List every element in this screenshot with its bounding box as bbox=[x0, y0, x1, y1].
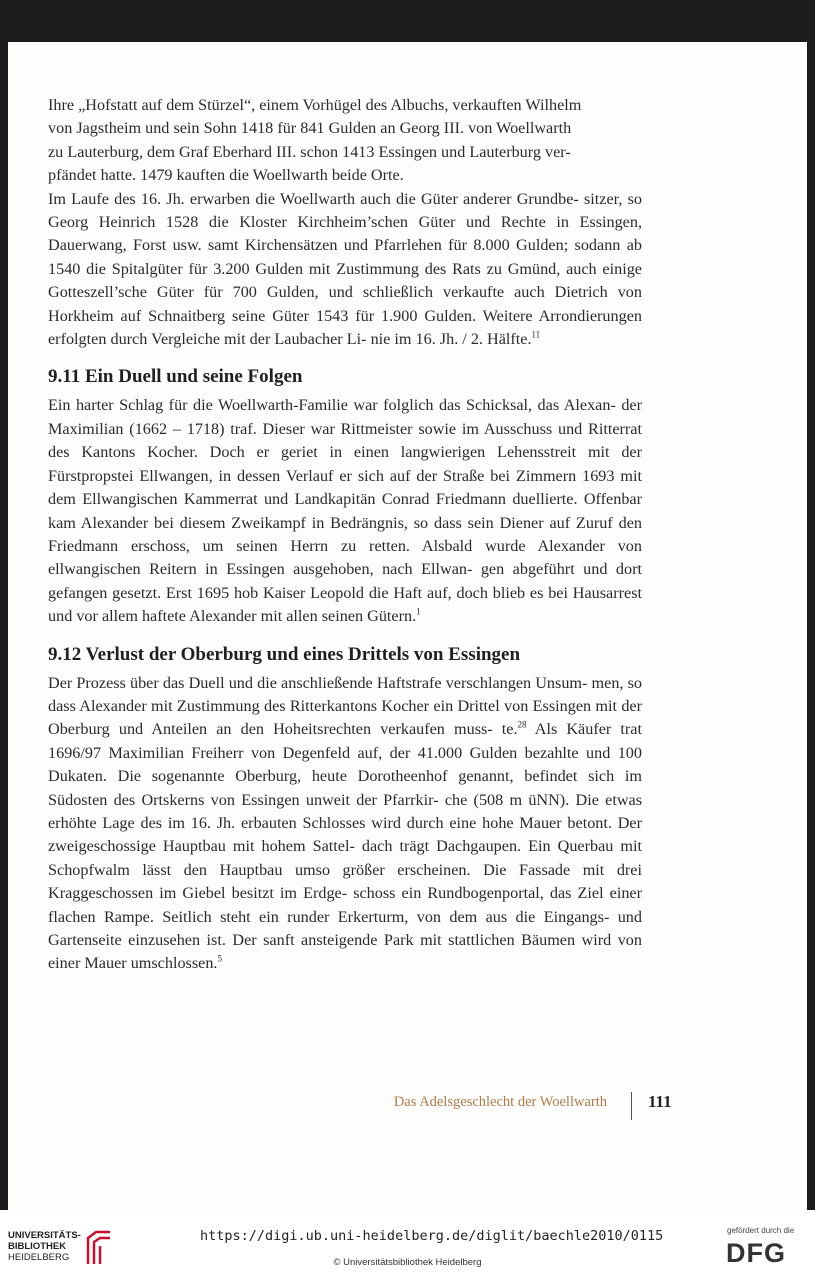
paragraph-4 bbox=[48, 672, 642, 976]
paragraph-2 bbox=[48, 188, 642, 352]
footnote-ref: 28 bbox=[517, 719, 527, 730]
permalink-url[interactable]: https://digi.ub.uni-heidelberg.de/diglit/baechle2010/0115 bbox=[200, 1228, 664, 1244]
page-body bbox=[48, 94, 642, 976]
paragraph-4-text-a: Der Prozess über das Duell und die anschließende Haftstrafe verschlangen Unsum- men, so dass Alexander mit Zustimmung des Ritterkantons Kocher ein Drittel von Essingen mit der Oberburg und Anteilen an den Hoheitsrechten verkaufen muss- te. bbox=[48, 673, 642, 739]
viewer-footer-bar bbox=[0, 1210, 815, 1279]
paragraph-1-line-4: pfändet hatte. 1479 kauften die Woellwarth beide Orte. bbox=[48, 166, 404, 185]
footnote-ref: 1 bbox=[416, 606, 421, 617]
paragraph-1-line-3: zu Lauterburg, dem Graf Eberhard III. schon 1413 Essingen und Lauterburg ver- bbox=[48, 142, 571, 161]
footer-divider bbox=[631, 1092, 632, 1120]
paragraph-3-text: Ein harter Schlag für die Woellwarth-Familie war folglich das Schicksal, das Alexan- der Maximilian (1662 – 1718) traf. Dieser war Rittmeister sowie im Ausschuss und Ritterrat des Kantons Kocher. Doch er geriet in einen langwierigen Lehensstreit mit der Fürstpropstei Ellwangen, in dessen Verlauf er sich auf der Straße bei Zimmern 1693 mit dem Ellwangischen Kammerrat und Landkapitän Conrad Friedmann duellierte. Offenbar kam Alexander bei diesem Zweikampf in Bedrängnis, so dass sein Diener auf Zuruf den Friedmann erschoss, um seinen Herrn zu retten. Alsbald wurde Alexander von ellwangischen Reitern in Essingen ausgehoben, nach Ellwan- gen abgeführt und dort gefangen gesetzt. Erst 1695 hob Kaiser Leopold die Haft auf, doch blieb es bei Hausarrest und vor allem haftete Alexander mit allen seinen Gütern. bbox=[48, 396, 642, 626]
document-page bbox=[8, 42, 807, 1210]
paragraph-1 bbox=[48, 94, 642, 188]
paragraph-1-line-1: Ihre „Hofstatt auf dem Stürzel“, einem Vorhügel des Albuchs, verkauften Wilhelm bbox=[48, 96, 582, 114]
library-name-line-1: UNIVERSITÄTS- bbox=[8, 1230, 81, 1241]
copyright-notice: © Universitätsbibliothek Heidelberg bbox=[333, 1257, 482, 1268]
section-heading-9-11: 9.11 Ein Duell und seine Folgen bbox=[48, 366, 303, 388]
footnote-ref: 11 bbox=[531, 329, 541, 340]
funding-note: gefördert durch die bbox=[727, 1226, 795, 1235]
footnote-ref: 5 bbox=[217, 954, 222, 965]
dfg-logo[interactable]: DFG bbox=[726, 1238, 786, 1268]
paragraph-1-line-2: von Jagstheim und sein Sohn 1418 für 841 Gulden an Georg III. von Woellwarth bbox=[48, 119, 572, 138]
paragraph-2-text: Im Laufe des 16. Jh. erwarben die Woellwarth auch die Güter anderer Grundbe- sitzer, so Georg Heinrich 1528 die Kloster Kirchheim’schen Güter und Rechte in Essingen, Dauerwang, Forst usw. samt Kirchensätzen und Pfarrlehen für 8.000 Gulden; sodann ab 1540 die Spitalgüter für 3.200 Gulden mit Zustimmung des Rats zu Gmünd, auch einige Gotteszell’sche Güter für 700 Gulden, und schließlich verkaufte auch Dietrich von Horkheim auf Schnaitberg seine Güter 1543 für 1.900 Gulden. Weitere Arrondierungen erfolgten durch Vergleiche mit der Laubacher Li- nie im 16. Jh. / 2. Hälfte. bbox=[48, 189, 642, 349]
page-number: 111 bbox=[648, 1092, 672, 1111]
paragraph-4-text-b: Als Käufer trat 1696/97 Maximilian Freiherr von Degenfeld auf, der 41.000 Gulden bezahlte und 100 Dukaten. Die sogenannte Oberburg, heute Dorotheenhof genannt, befindet sich im Südosten des Ortskerns von Essingen unweit der Pfarrkir- che (508 m üNN). Die etwas erhöhte Lage des im 16. Jh. erbauten Schlosses wird durch eine hohe Mauer betont. Der zweigeschossige Hauptbau mit hohem Sattel- dach trägt Dachgaupen. Ein Querbau mit Schopfwalm lässt den Hauptbau umso größer erscheinen. Die Fassade mit drei Kraggeschossen im Giebel besitzt im Erdge- schoss ein Rundbogenportal, das Ziel einer flachen Rampe. Seitlich steht ein runder Erkerturm, von dem aus die Eingangs- und Gartenseite einzusehen ist. Der sanft ansteigende Park mit stattlichen Bäumen wird von einer Mauer umschlossen. bbox=[48, 720, 642, 973]
running-title: Das Adelsgeschlecht der Woellwarth bbox=[393, 1094, 607, 1110]
section-heading-9-12: 9.12 Verlust der Oberburg und eines Drittels von Essingen bbox=[48, 643, 521, 665]
page-footer bbox=[8, 1092, 807, 1122]
library-name-line-2: BIBLIOTHEK bbox=[8, 1241, 67, 1252]
paragraph-3 bbox=[48, 394, 642, 628]
library-name-line-3: HEIDELBERG bbox=[8, 1252, 70, 1263]
